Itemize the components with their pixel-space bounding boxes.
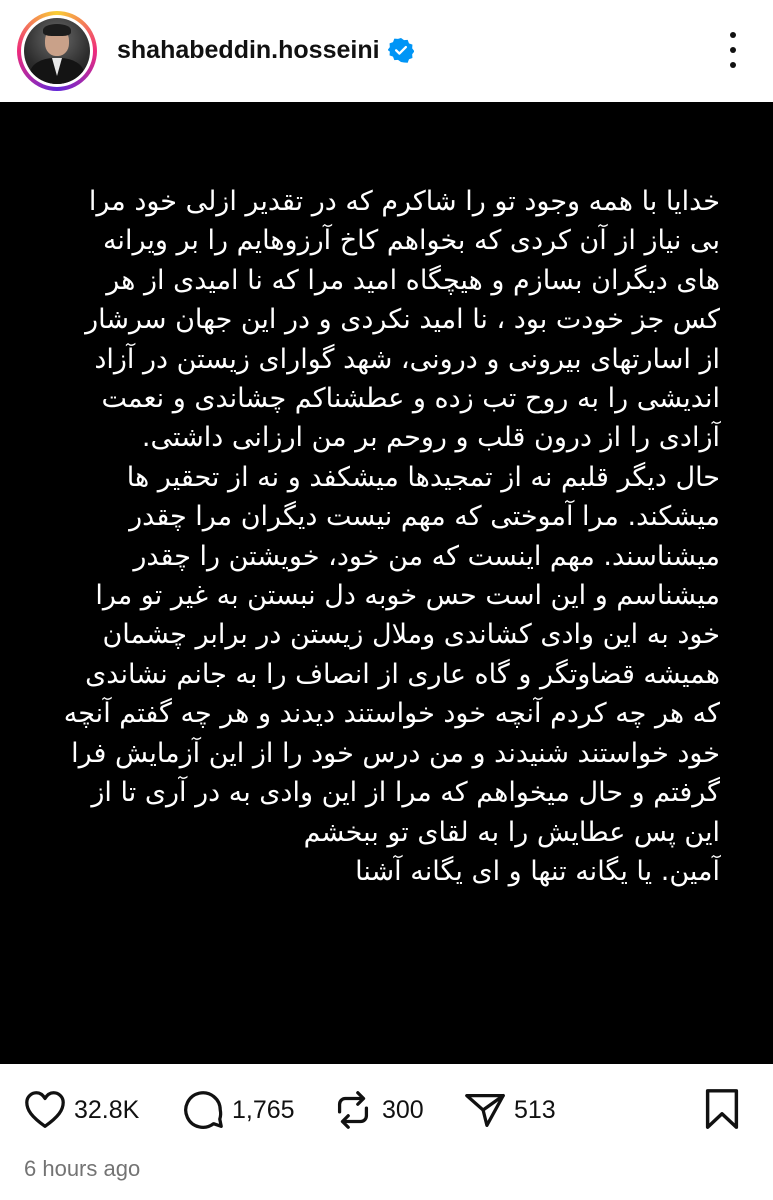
comment-button[interactable] <box>180 1084 295 1136</box>
action-bar <box>0 1064 773 1200</box>
share-count: 513 <box>514 1095 556 1124</box>
share-button[interactable] <box>462 1084 556 1136</box>
more-options-icon[interactable] <box>723 32 743 68</box>
post-header <box>0 0 773 102</box>
verified-badge-icon <box>388 37 414 63</box>
comment-count: 1,765 <box>232 1095 295 1124</box>
post-timestamp: 6 hours ago <box>24 1156 141 1181</box>
post-image <box>0 102 773 1064</box>
username-row <box>117 32 414 68</box>
profile-photo <box>24 18 90 84</box>
comment-icon <box>180 1087 226 1133</box>
share-icon <box>462 1087 508 1133</box>
heart-icon <box>22 1087 68 1133</box>
post-text: خدایا با همه وجود تو را شاکرم که در تقدیر ازلی خود مرا بی نیاز از آن کردی که بخواهم کاخ آرزوهایم را بر ویرانه های دیگران بسازم و هیچگاه امید مرا که نا امیدی از هر کس جز خودت بود ، نا امید نکردی و در این جهان سرشار از اسارتهای بیرونی و درونی، شهد گوارای زیستن در آزاد اندیشی را به روح تب زده و عطشناکم چشاندی و نعمت آزادی را از درون قلب و روحم بر من ارزانی داشتی. حال دیگر قلبم نه از تمجیدها میشکفد و نه از تحقیر ها میشکند. مرا آموختی که مهم نیست دیگران مرا چقدر میشناسند. مهم اینست که من خود، خویشتن را چقدر میشناسم و این است حس خوبه دل نبستن به غیر تو مرا خود به این وادی کشاندی وملال زیستن در برابر چشمان همیشه قضاوتگر و گاه عاری از انصاف را به جانم نشاندی که هر چه کردم آنچه خود خواستند دیدند و هر چه گفتم آنچه خود خواستند شنیدند و من درس خود را از این آزمایش فرا گرفتم و حال میخواهم که مرا از این وادی به در آری تا از این پس عطایش را به لقای تو ببخشم آمین. یا یگانه تنها و ای یگانه آشنا <box>63 186 720 887</box>
repost-icon <box>330 1087 376 1133</box>
bookmark-icon[interactable] <box>699 1086 745 1132</box>
repost-button[interactable] <box>330 1084 424 1136</box>
like-button[interactable] <box>22 1084 139 1136</box>
avatar[interactable] <box>17 11 97 91</box>
like-count: 32.8K <box>74 1095 140 1124</box>
repost-count: 300 <box>382 1095 424 1124</box>
username[interactable]: shahabeddin.hosseini <box>117 35 380 64</box>
